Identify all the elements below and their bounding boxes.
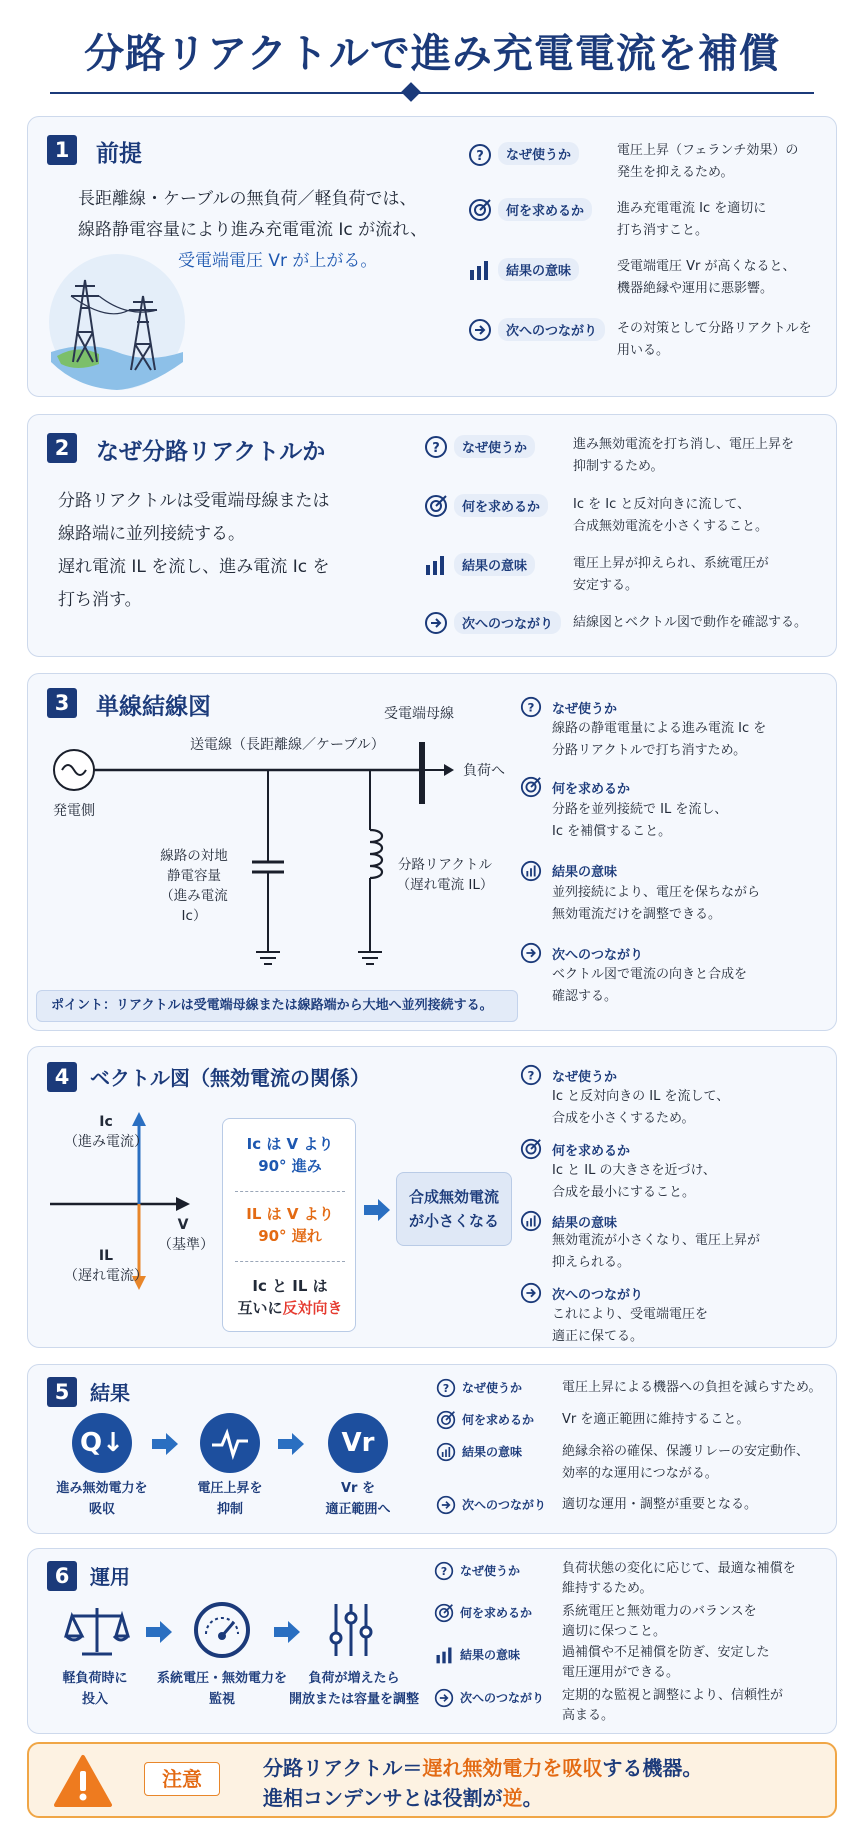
- qa-answer: 定期的な監視と調整により、信頼性が 高まる。: [562, 1688, 784, 1723]
- divider: [235, 1261, 345, 1262]
- qa-label-why: なぜ使うか: [552, 702, 618, 717]
- qa-label-next: 次へのつながり: [552, 948, 644, 963]
- qa-label-next: 次へのつながり: [454, 611, 561, 634]
- qa-answer: 結線図とベクトル図で動作を確認する。: [573, 615, 808, 630]
- bar-chart-icon: [434, 1645, 454, 1665]
- section-6-number: 6: [47, 1561, 77, 1591]
- section-2-number: 2: [47, 433, 77, 463]
- warning-line-2: 進相コンデンサとは役割が逆。: [263, 1786, 543, 1810]
- svg-text:?: ?: [527, 700, 535, 715]
- right-arrow-icon: [272, 1620, 302, 1644]
- qa-answer: 適切な運用・調整が重要となる。: [562, 1497, 758, 1512]
- warning-tag: 注意: [144, 1762, 220, 1796]
- warning-banner: [27, 1742, 837, 1818]
- reactive-power-icon: Q↓: [72, 1413, 132, 1473]
- il-lag-text: IL は V より 90° 遅れ: [246, 1205, 334, 1245]
- qa-answer: これにより、受電端電圧を 適正に保てる。: [552, 1307, 709, 1344]
- section-4-title: ベクトル図（無効電流の関係）: [90, 1066, 370, 1090]
- qa-label-meaning: 結果の意味: [552, 865, 618, 880]
- bar-chart-icon: [424, 553, 448, 577]
- arrow-circle-icon: [424, 611, 448, 635]
- qa-answer: 無効電流が小さくなり、電圧上昇が 抑えられる。: [552, 1233, 761, 1270]
- transmission-tower-illustration: [47, 252, 187, 392]
- question-icon: [468, 143, 492, 167]
- target-icon: [434, 1603, 454, 1623]
- svg-text:?: ?: [527, 1068, 535, 1083]
- qa-label-why: なぜ使うか: [498, 142, 579, 165]
- arrow-circle-icon: [434, 1688, 454, 1708]
- qa-label-meaning: 結果の意味: [498, 258, 579, 281]
- qa-answer: ベクトル図で電流の向きと合成を 確認する。: [552, 967, 748, 1004]
- bar-chart-icon: [520, 1210, 542, 1232]
- section-2-title: なぜ分路リアクトルか: [96, 439, 326, 465]
- qa-label-next: 次へのつながり: [460, 1691, 545, 1705]
- question-icon: [436, 1378, 456, 1398]
- qa-answer: Iᴄ を Iᴄ と反対向きに流して、 合成無効電流を小さくすること。: [573, 497, 769, 534]
- warning-line-1: 分路リアクトル＝遅れ無効電力を吸収する機器。: [263, 1756, 703, 1780]
- arrow-circle-icon: [520, 1282, 542, 1304]
- title-diamond-ornament: [401, 82, 421, 102]
- target-icon: [520, 1138, 542, 1160]
- v-label: V （基準）: [158, 1217, 214, 1253]
- vr-icon: Vr: [328, 1413, 388, 1473]
- capacitance-label: 線路の対地 静電容量 （進み電流 Iᴄ）: [160, 848, 228, 924]
- right-arrow-icon: [362, 1198, 392, 1222]
- qa-answer: その対策として分路リアクトルを 用いる。: [617, 321, 812, 358]
- qa-answer: 過補償や不足補償を防ぎ、安定した 電圧運用ができる。: [562, 1645, 770, 1680]
- voltage-wave-icon: [200, 1413, 260, 1473]
- vector-explanation-box: [222, 1118, 356, 1332]
- step-caption: 電圧上昇を 抑制: [197, 1481, 263, 1517]
- bus-label: 受電端母線: [384, 706, 454, 722]
- step-caption: 負荷が増えたら 開放または容量を調整: [288, 1671, 419, 1707]
- qa-label-why: なぜ使うか: [454, 435, 535, 458]
- qa-answer: 受電端電圧 Vr が高くなると、 機器絶縁や運用に悪影響。: [617, 259, 796, 296]
- step-caption: 軽負荷時に 投入: [62, 1671, 128, 1707]
- qa-label-why: なぜ使うか: [460, 1564, 521, 1578]
- svg-text:?: ?: [432, 441, 440, 456]
- bar-chart-icon: [436, 1442, 456, 1462]
- section-1-number: 1: [47, 135, 77, 165]
- ic-lead-text: Iᴄ は V より 90° 進み: [246, 1135, 334, 1175]
- svg-text:?: ?: [476, 149, 484, 164]
- qa-answer: 分路を並列接続で IL を流し、 Iᴄ を補償すること。: [552, 802, 728, 839]
- qa-answer: Vr を適正範囲に維持すること。: [562, 1412, 750, 1427]
- qa-label-next: 次へのつながり: [552, 1288, 644, 1303]
- qa-label-next: 次へのつながり: [498, 318, 605, 341]
- qa-answer: Iᴄ と反対向きの IL を流して、 合成を小さくするため。: [552, 1089, 730, 1126]
- sliders-icon: [326, 1602, 376, 1658]
- section-1-title: 前提: [96, 141, 142, 167]
- il-label: IL （遅れ電流）: [64, 1248, 148, 1284]
- warning-icon: [53, 1754, 113, 1808]
- qa-answer: 電圧上昇（フェランチ効果）の 発生を抑えるため。: [617, 143, 799, 180]
- section-1-body-line: 受電端電圧 Vr が上がる。: [178, 251, 378, 271]
- qa-answer: 電圧上昇による機器への負担を減らすため。: [562, 1380, 822, 1395]
- svg-text:?: ?: [440, 1565, 448, 1579]
- qa-label-meaning: 結果の意味: [552, 1216, 618, 1231]
- section-5-number: 5: [47, 1377, 77, 1407]
- target-icon: [468, 198, 492, 222]
- question-icon: [424, 435, 448, 459]
- scale-icon: [64, 1602, 130, 1660]
- qa-label-meaning: 結果の意味: [454, 553, 535, 576]
- section-1-body-line: 長距離線・ケーブルの無負荷／軽負荷では、: [78, 189, 417, 209]
- step-caption: Vr を 適正範囲へ: [325, 1481, 391, 1517]
- qa-label-meaning: 結果の意味: [462, 1445, 523, 1459]
- gauge-icon: [192, 1600, 252, 1660]
- qa-label-what: 何を求めるか: [498, 198, 592, 221]
- target-icon: [436, 1410, 456, 1430]
- page-title: 分路リアクトルで進み充電電流を補償: [84, 31, 780, 77]
- bar-chart-icon: [520, 860, 542, 882]
- target-icon: [520, 776, 542, 798]
- section-3-number: 3: [47, 688, 77, 718]
- qa-answer: 進み無効電流を打ち消し、電圧上昇を 抑制するため。: [573, 437, 795, 474]
- reactor-label: 分路リアクトル （遅れ電流 IL）: [396, 857, 494, 893]
- opposite-text: Iᴄ と IL は 互いに反対向き: [237, 1277, 343, 1317]
- right-arrow-icon: [144, 1620, 174, 1644]
- arrow-circle-icon: [520, 942, 542, 964]
- section-2-body: 分路リアクトルは受電端母線または 線路端に並列接続する。 遅れ電流 IL を流し、進み電流 Iᴄ を 打ち消す。: [58, 491, 330, 610]
- section-1-body-line: 線路静電容量により進み充電電流 Iᴄ が流れ、: [78, 220, 428, 240]
- right-arrow-icon: [150, 1432, 180, 1456]
- qa-label-what: 何を求めるか: [460, 1606, 533, 1620]
- generator-label: 発電側: [53, 803, 95, 819]
- qa-answer: 系統電圧と無効電力のバランスを 適切に保つこと。: [562, 1604, 757, 1639]
- qa-answer: 進み充電電流 Iᴄ を適切に 打ち消すこと。: [617, 201, 767, 238]
- section-3-title: 単線結線図: [96, 694, 211, 720]
- qa-answer: 線路の静電電量による進み電流 Iᴄ を 分路リアクトルで打ち消すため。: [552, 721, 767, 758]
- svg-text:?: ?: [442, 1382, 450, 1396]
- divider: [235, 1191, 345, 1192]
- qa-label-what: 何を求めるか: [462, 1413, 535, 1427]
- arrow-circle-icon: [468, 318, 492, 342]
- qa-label-what: 何を求めるか: [552, 1144, 631, 1159]
- point-note: ポイント：リアクトルは受電端母線または線路端から大地へ並列接続する。: [36, 990, 518, 1022]
- qa-answer: Iᴄ と IL の大きさを近づけ、 合成を最小にすること。: [552, 1163, 716, 1200]
- ic-label: Iᴄ （進み電流）: [64, 1114, 148, 1150]
- load-label: 負荷へ: [463, 763, 505, 779]
- qa-label-meaning: 結果の意味: [460, 1648, 521, 1662]
- single-line-diagram: [40, 720, 520, 980]
- qa-answer: 並列接続により、電圧を保ちながら 無効電流だけを調整できる。: [552, 885, 761, 922]
- title-underline: [50, 92, 814, 94]
- step-caption: 系統電圧・無効電力を 監視: [156, 1671, 287, 1707]
- qa-label-next: 次へのつながり: [462, 1498, 547, 1512]
- question-icon: [520, 696, 542, 718]
- qa-answer: 負荷状態の変化に応じて、最適な補償を 維持するため。: [562, 1561, 796, 1596]
- qa-label-why: なぜ使うか: [462, 1381, 523, 1395]
- section-5-title: 結果: [90, 1381, 130, 1405]
- qa-answer: 絶縁余裕の確保、保護リレーの安定動作、 効率的な運用につながる。: [562, 1444, 810, 1481]
- qa-answer: 電圧上昇が抑えられ、系統電圧が 安定する。: [573, 556, 769, 593]
- qa-label-why: なぜ使うか: [552, 1070, 618, 1085]
- result-box: 合成無効電流 が小さくなる: [396, 1172, 512, 1246]
- question-icon: [434, 1561, 454, 1581]
- arrow-circle-icon: [436, 1495, 456, 1515]
- section-4-number: 4: [47, 1062, 77, 1092]
- line-label: 送電線（長距離線／ケーブル）: [190, 737, 385, 753]
- section-6-title: 運用: [90, 1565, 130, 1589]
- step-caption: 進み無効電力を 吸収: [56, 1481, 148, 1517]
- bar-chart-icon: [468, 258, 492, 282]
- question-icon: [520, 1064, 542, 1086]
- qa-label-what: 何を求めるか: [454, 494, 548, 517]
- right-arrow-icon: [276, 1432, 306, 1456]
- target-icon: [424, 494, 448, 518]
- qa-label-what: 何を求めるか: [552, 782, 631, 797]
